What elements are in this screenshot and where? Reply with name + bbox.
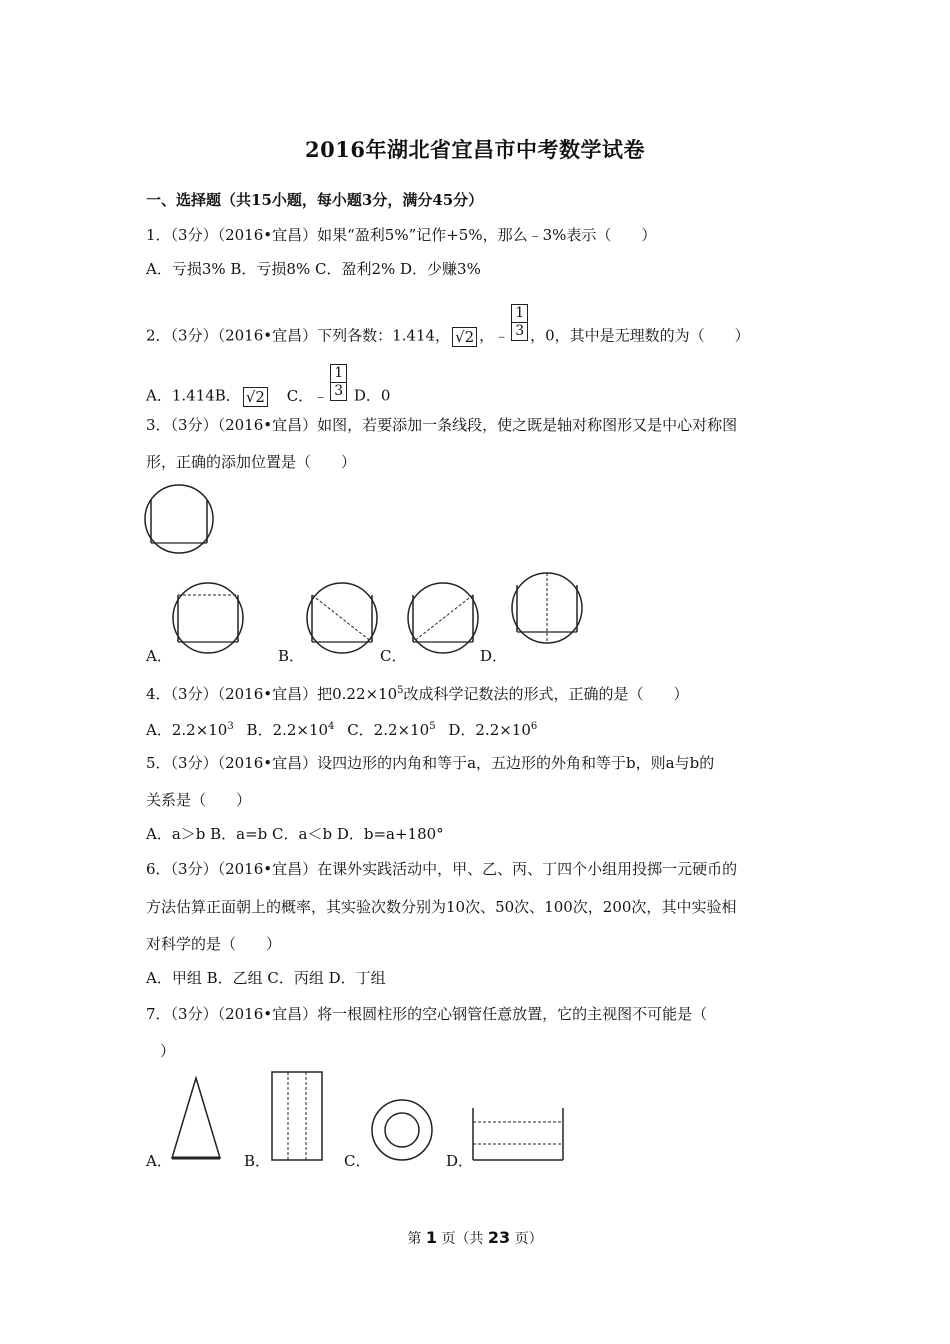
q3-label-d: D． — [480, 647, 508, 665]
q3-stem-2: 形，正确的添加位置是（ ） — [146, 453, 357, 471]
fraction-one-third-c — [330, 364, 347, 401]
q3-stem-1: 3．（3分）（2016•宜昌）如图，若要添加一条线段，使之既是轴对称图形又是中心对称图 — [146, 416, 738, 434]
q7-option-d-open-rect — [470, 1104, 568, 1164]
q4-opt-a-exp: 3 — [227, 721, 234, 732]
q4-stem-a: 4．（3分）（2016•宜昌）把0.22×10 — [146, 685, 398, 703]
q2-opt-c: C．﹣ — [286, 386, 329, 405]
q4-options — [146, 717, 537, 740]
section-heading: 一、选择题（共15小题，每小题3分，满分45分） — [146, 191, 484, 209]
q4-opt-d-exp: 6 — [530, 721, 538, 732]
q3-option-d-figure — [507, 570, 589, 650]
q2-stem-b: ，0，其中是无理数的为（ ） — [530, 326, 750, 345]
q6-stem-1: 6．（3分）（2016•宜昌）在课外实践活动中，甲、乙、丙、丁四个小组用投掷一元硬币的 — [146, 860, 738, 878]
q7-label-c: C． — [344, 1152, 371, 1170]
footer-mid: 页（共 — [441, 1231, 484, 1247]
q4-opt-a: A．2.2×10 — [146, 721, 228, 739]
fraction-one-third — [511, 304, 528, 341]
q2-stem — [146, 305, 750, 355]
q7-label-d: D． — [446, 1152, 474, 1170]
frac-num-c: 1 — [331, 365, 346, 383]
frac-num: 1 — [512, 305, 527, 323]
q3-label-c: C． — [380, 647, 407, 665]
q3-label-a: A． — [146, 647, 172, 665]
q7-stem-2: ） — [160, 1042, 176, 1060]
q2-comma: ，﹣ — [479, 326, 510, 345]
footer-page-number: 1 — [425, 1228, 437, 1247]
page-title: 2016年湖北省宜昌市中考数学试卷 — [305, 137, 645, 162]
q6-options: A．甲组 B．乙组 C．丙组 D．丁组 — [146, 969, 386, 987]
q2-options — [146, 365, 391, 415]
q7-option-b-rectangle — [270, 1070, 326, 1164]
frac-den-c: 3 — [334, 383, 344, 399]
q3-option-c-figure — [403, 580, 485, 660]
q2-opt-a: A．1.414B． — [146, 386, 241, 405]
q4-opt-b: B．2.2×10 — [246, 721, 329, 739]
q5-stem-2: 关系是（ ） — [146, 791, 252, 809]
q3-option-b-figure — [302, 580, 384, 660]
q4-opt-b-exp: 4 — [328, 721, 335, 732]
footer-pre: 第 — [407, 1231, 422, 1247]
q3-option-a-figure — [168, 580, 250, 660]
q1-options: A．亏损3% B．亏损8% C．盈利2% D．少赚3% — [146, 260, 481, 278]
q1-stem: 1．（3分）（2016•宜昌）如果“盈利5%”记作+5%，那么﹣3%表示（ ） — [146, 226, 657, 244]
q7-stem-1: 7．（3分）（2016•宜昌）将一根圆柱形的空心钢管任意放置，它的主视图不可能是（ — [146, 1005, 708, 1023]
q7-option-a-triangle — [168, 1074, 226, 1164]
q3-main-figure — [140, 482, 220, 562]
footer-post: 页） — [514, 1231, 543, 1247]
q4-opt-c: C．2.2×10 — [347, 721, 430, 739]
footer-total-pages: 23 — [487, 1228, 511, 1247]
q4-opt-c-exp: 5 — [429, 721, 436, 732]
q5-options: A．a＞b B．a=b C．a＜b D．b=a+180° — [146, 825, 444, 843]
q2-opt-d: D．0 — [353, 386, 391, 405]
q5-stem-1: 5．（3分）（2016•宜昌）设四边形的内角和等于a，五边形的外角和等于b，则a与b的 — [146, 754, 715, 772]
q3-label-b: B． — [278, 647, 305, 665]
sqrt2-box: √2 — [452, 327, 477, 347]
frac-den: 3 — [515, 323, 525, 339]
q6-stem-3: 对科学的是（ ） — [146, 935, 282, 953]
q7-option-c-rings — [368, 1096, 438, 1166]
q7-label-b: B． — [244, 1152, 271, 1170]
q4-stem-b: 改成科学记数法的形式，正确的是（ ） — [403, 685, 689, 703]
q6-stem-2: 方法估算正面朝上的概率，其实验次数分别为10次、50次、100次，200次，其中实验相 — [146, 898, 737, 916]
q4-stem-exp: 5 — [397, 685, 404, 696]
page-footer — [0, 1228, 950, 1248]
q4-stem — [146, 681, 689, 704]
q4-opt-d: D．2.2×10 — [448, 721, 531, 739]
sqrt2-box-b: √2 — [243, 387, 268, 407]
q2-stem-a: 2．（3分）（2016•宜昌）下列各数：1.414， — [146, 326, 451, 345]
q7-label-a: A． — [146, 1152, 172, 1170]
